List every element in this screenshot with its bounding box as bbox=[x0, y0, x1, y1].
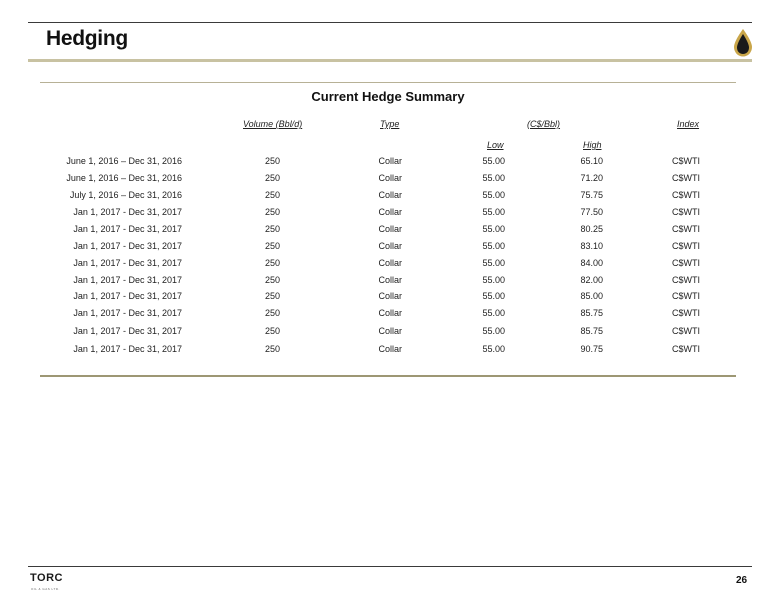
cell-volume: 250 bbox=[264, 241, 280, 251]
header-low: Low bbox=[487, 140, 504, 150]
cell-low: 55.00 bbox=[482, 224, 505, 234]
cell-volume: 250 bbox=[264, 308, 280, 318]
cell-period: Jan 1, 2017 - Dec 31, 2017 bbox=[73, 241, 182, 251]
cell-index: C$WTI bbox=[672, 275, 700, 285]
cell-high: 71.20 bbox=[580, 173, 603, 183]
page-number: 26 bbox=[736, 575, 748, 586]
cell-period: Jan 1, 2017 - Dec 31, 2017 bbox=[73, 344, 182, 354]
cell-index: C$WTI bbox=[672, 291, 700, 301]
cell-high: 83.10 bbox=[580, 241, 603, 251]
summary-title: Current Hedge Summary bbox=[311, 89, 465, 104]
cell-period: Jan 1, 2017 - Dec 31, 2017 bbox=[73, 275, 182, 285]
page-title: Hedging bbox=[46, 27, 128, 50]
cell-type: Collar bbox=[378, 326, 402, 336]
cell-low: 55.00 bbox=[482, 326, 505, 336]
cell-type: Collar bbox=[378, 156, 402, 166]
cell-low: 55.00 bbox=[482, 173, 505, 183]
top-rule bbox=[28, 22, 752, 23]
cell-index: C$WTI bbox=[672, 156, 700, 166]
header-type: Type bbox=[380, 119, 400, 129]
cell-low: 55.00 bbox=[482, 275, 505, 285]
cell-low: 55.00 bbox=[482, 344, 505, 354]
cell-period: Jan 1, 2017 - Dec 31, 2017 bbox=[73, 224, 182, 234]
cell-index: C$WTI bbox=[672, 173, 700, 183]
cell-low: 55.00 bbox=[482, 291, 505, 301]
torc-logo-subtitle: OIL & GAS LTD. bbox=[31, 587, 60, 591]
oil-drop-icon bbox=[730, 28, 756, 58]
cell-high: 77.50 bbox=[580, 207, 603, 217]
cell-period: July 1, 2016 – Dec 31, 2016 bbox=[69, 190, 182, 200]
cell-volume: 250 bbox=[264, 156, 280, 166]
cell-type: Collar bbox=[378, 173, 402, 183]
footer-rule bbox=[28, 566, 752, 567]
cell-high: 80.25 bbox=[580, 224, 603, 234]
cell-index: C$WTI bbox=[672, 241, 700, 251]
cell-volume: 250 bbox=[264, 258, 280, 268]
cell-type: Collar bbox=[378, 207, 402, 217]
cell-period: Jan 1, 2017 - Dec 31, 2017 bbox=[73, 308, 182, 318]
header-high: High bbox=[583, 140, 602, 150]
cell-index: C$WTI bbox=[672, 207, 700, 217]
cell-volume: 250 bbox=[264, 207, 280, 217]
cell-high: 85.00 bbox=[580, 291, 603, 301]
cell-low: 55.00 bbox=[482, 308, 505, 318]
cell-low: 55.00 bbox=[482, 207, 505, 217]
cell-period: Jan 1, 2017 - Dec 31, 2017 bbox=[73, 291, 182, 301]
cell-low: 55.00 bbox=[482, 258, 505, 268]
cell-type: Collar bbox=[378, 190, 402, 200]
cell-index: C$WTI bbox=[672, 258, 700, 268]
table-frame-bottom bbox=[40, 375, 736, 377]
cell-index: C$WTI bbox=[672, 190, 700, 200]
cell-period: Jan 1, 2017 - Dec 31, 2017 bbox=[73, 326, 182, 336]
cell-type: Collar bbox=[378, 224, 402, 234]
cell-low: 55.00 bbox=[482, 241, 505, 251]
title-underline bbox=[28, 59, 752, 62]
cell-low: 55.00 bbox=[482, 190, 505, 200]
cell-type: Collar bbox=[378, 291, 402, 301]
cell-period: June 1, 2016 – Dec 31, 2016 bbox=[66, 156, 182, 166]
cell-low: 55.00 bbox=[482, 156, 505, 166]
cell-volume: 250 bbox=[264, 190, 280, 200]
cell-high: 84.00 bbox=[580, 258, 603, 268]
cell-type: Collar bbox=[378, 241, 402, 251]
cell-high: 65.10 bbox=[580, 156, 603, 166]
cell-high: 90.75 bbox=[580, 344, 603, 354]
cell-volume: 250 bbox=[264, 344, 280, 354]
cell-volume: 250 bbox=[264, 291, 280, 301]
cell-high: 85.75 bbox=[580, 308, 603, 318]
cell-volume: 250 bbox=[264, 275, 280, 285]
cell-index: C$WTI bbox=[672, 308, 700, 318]
cell-volume: 250 bbox=[264, 326, 280, 336]
header-index: Index bbox=[677, 119, 700, 129]
table-frame-top bbox=[40, 82, 736, 83]
header-volume: Volume (Bbl/d) bbox=[243, 119, 303, 129]
cell-index: C$WTI bbox=[672, 326, 700, 336]
cell-period: Jan 1, 2017 - Dec 31, 2017 bbox=[73, 207, 182, 217]
cell-type: Collar bbox=[378, 258, 402, 268]
cell-period: June 1, 2016 – Dec 31, 2016 bbox=[66, 173, 182, 183]
cell-type: Collar bbox=[378, 344, 402, 354]
cell-index: C$WTI bbox=[672, 344, 700, 354]
cell-index: C$WTI bbox=[672, 224, 700, 234]
cell-volume: 250 bbox=[264, 173, 280, 183]
cell-high: 75.75 bbox=[580, 190, 603, 200]
cell-type: Collar bbox=[378, 308, 402, 318]
cell-high: 82.00 bbox=[580, 275, 603, 285]
header-price: (C$/Bbl) bbox=[527, 119, 561, 129]
cell-volume: 250 bbox=[264, 224, 280, 234]
cell-type: Collar bbox=[378, 275, 402, 285]
cell-high: 85.75 bbox=[580, 326, 603, 336]
cell-period: Jan 1, 2017 - Dec 31, 2017 bbox=[73, 258, 182, 268]
torc-logo: TORC bbox=[30, 572, 63, 584]
